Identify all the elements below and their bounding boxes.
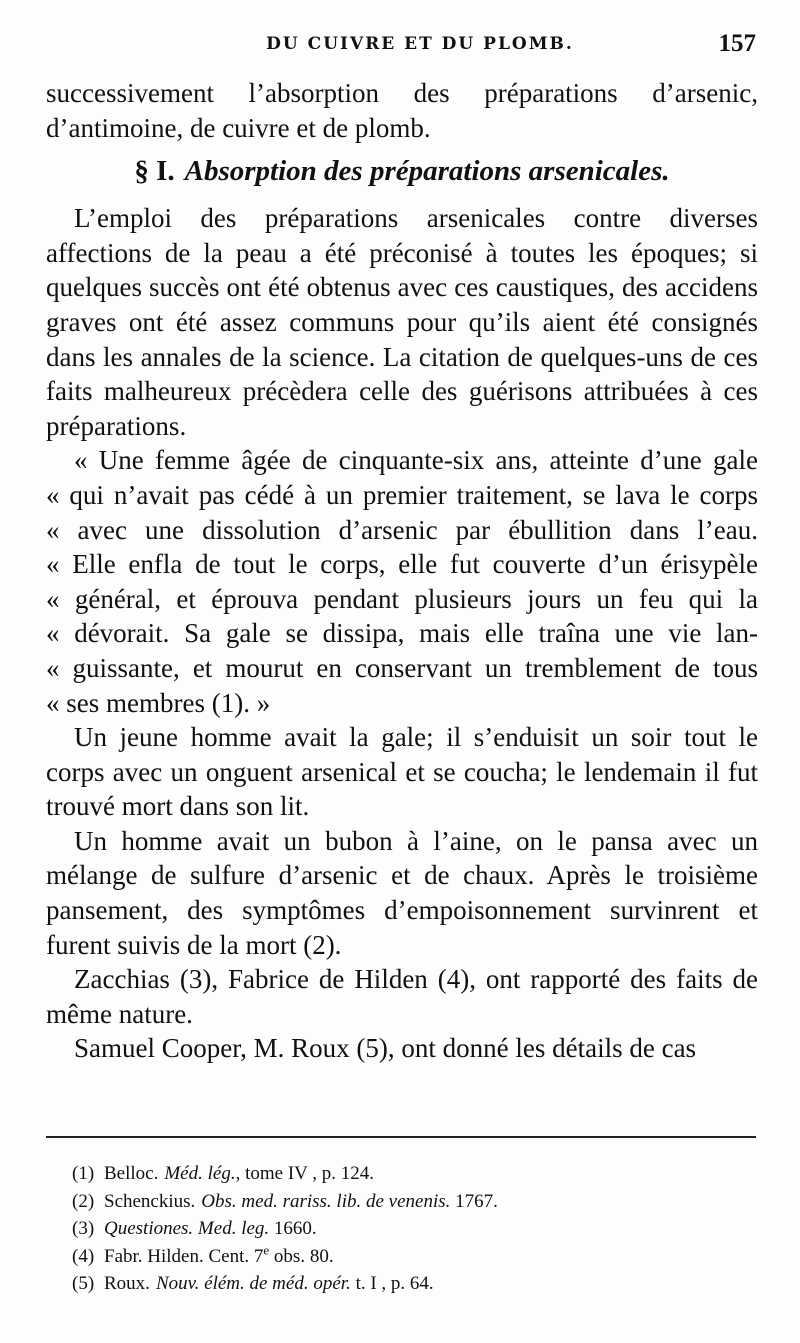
footnote-number: (2) bbox=[72, 1190, 95, 1212]
footnotes bbox=[72, 1160, 752, 1298]
footnote-author: Fabr. Hilden. Cent. 7 bbox=[104, 1245, 264, 1267]
paragraph: Samuel Cooper, M. Roux (5), ont donné les détails de cas bbox=[74, 1033, 697, 1064]
footnote-author: Belloc. bbox=[104, 1163, 159, 1184]
footnote-author: Roux. bbox=[104, 1273, 150, 1294]
quote-line: « dévorait. Sa gale se dissipa, mais elle traîna une vie lan- bbox=[46, 618, 758, 649]
quote-line: « ses membres (1). » bbox=[46, 687, 271, 718]
section-heading bbox=[46, 151, 758, 191]
running-title: DU CUIVRE ET DU PLOMB. bbox=[266, 34, 574, 54]
footnote bbox=[72, 1270, 752, 1298]
footnote-work: Obs. med. rariss. lib. de venenis. bbox=[201, 1190, 451, 1212]
quotation bbox=[46, 443, 758, 720]
quote-line: « qui n’avait pas cédé à un premier traitement, se lava le corps bbox=[46, 479, 758, 510]
footnote-work: Méd. lég. bbox=[164, 1163, 236, 1184]
quote-line: « Une femme âgée de cinquante-six ans, atteinte d’une gale bbox=[74, 445, 758, 476]
footnote-superscript: e bbox=[263, 1242, 270, 1258]
main-text bbox=[46, 76, 758, 1066]
section-title: Absorption des préparations arsenicales. bbox=[184, 155, 670, 188]
paragraph: L’emploi des préparations arsenicales contre diverses affections de la peau a été préconisé à toutes les époques; si quelques succès ont été obtenus avec ces caustiques, des accidens graves ont été assez communs pour qu’ils aient été consignés dans les annales de la science. La citation de quelques-uns de ces faits malheureux précèdera celle des guérisons attribuées à ces préparations. bbox=[46, 203, 758, 441]
footnote-rest: , tome IV , p. 124. bbox=[235, 1163, 375, 1184]
footnote bbox=[72, 1215, 752, 1243]
footnote bbox=[72, 1188, 752, 1216]
footnote-author: Schenckius. bbox=[104, 1190, 196, 1212]
footnote-number: (4) bbox=[72, 1245, 95, 1267]
section-mark: § I. bbox=[134, 155, 175, 188]
footnote-work: Nouv. élém. de méd. opér. bbox=[155, 1273, 351, 1294]
footnote-work: Questiones. Med. leg. bbox=[104, 1218, 270, 1239]
footnote-rest: obs. 80. bbox=[269, 1245, 334, 1267]
paragraph-continuation: successivement l’absorption des préparations d’arsenic, d’antimoine, de cuivre et de plomb. bbox=[46, 78, 758, 143]
footnote-rule bbox=[46, 1136, 756, 1138]
footnote-rest: t. I , p. 64. bbox=[350, 1273, 434, 1294]
paragraph: Un homme avait un bubon à l’aine, on le pansa avec un mélange de sulfure d’arsenic et de chaux. Après le troisième pansement, des symptômes d’empoisonnement survinrent et furent suivis de la mort (2). bbox=[46, 825, 758, 960]
footnote bbox=[72, 1243, 752, 1271]
quote-line: « Elle enfla de tout le corps, elle fut couverte d’un érisypèle bbox=[46, 549, 758, 580]
footnote-number: (3) bbox=[72, 1218, 95, 1239]
paragraph: Zacchias (3), Fabrice de Hilden (4), ont rapporté des faits de même nature. bbox=[46, 964, 758, 1029]
quote-line: « avec une dissolution d’arsenic par ébullition dans l’eau. bbox=[46, 514, 758, 545]
quote-line: « général, et éprouva pendant plusieurs jours un feu qui la bbox=[46, 583, 758, 614]
footnote-number: (1) bbox=[72, 1163, 95, 1184]
footnote-rest: 1767. bbox=[450, 1190, 498, 1212]
footnote bbox=[72, 1160, 752, 1188]
running-head bbox=[40, 30, 760, 64]
footnote-number: (5) bbox=[72, 1273, 95, 1294]
footnote-rest: 1660. bbox=[269, 1218, 317, 1239]
quote-line: « guissante, et mourut en conservant un tremblement de tous bbox=[46, 652, 758, 683]
page-number: 157 bbox=[718, 30, 756, 57]
paragraph: Un jeune homme avait la gale; il s’enduisit un soir tout le corps avec un onguent arsenical et se coucha; le lendemain il fut trouvé mort dans son lit. bbox=[46, 722, 758, 822]
